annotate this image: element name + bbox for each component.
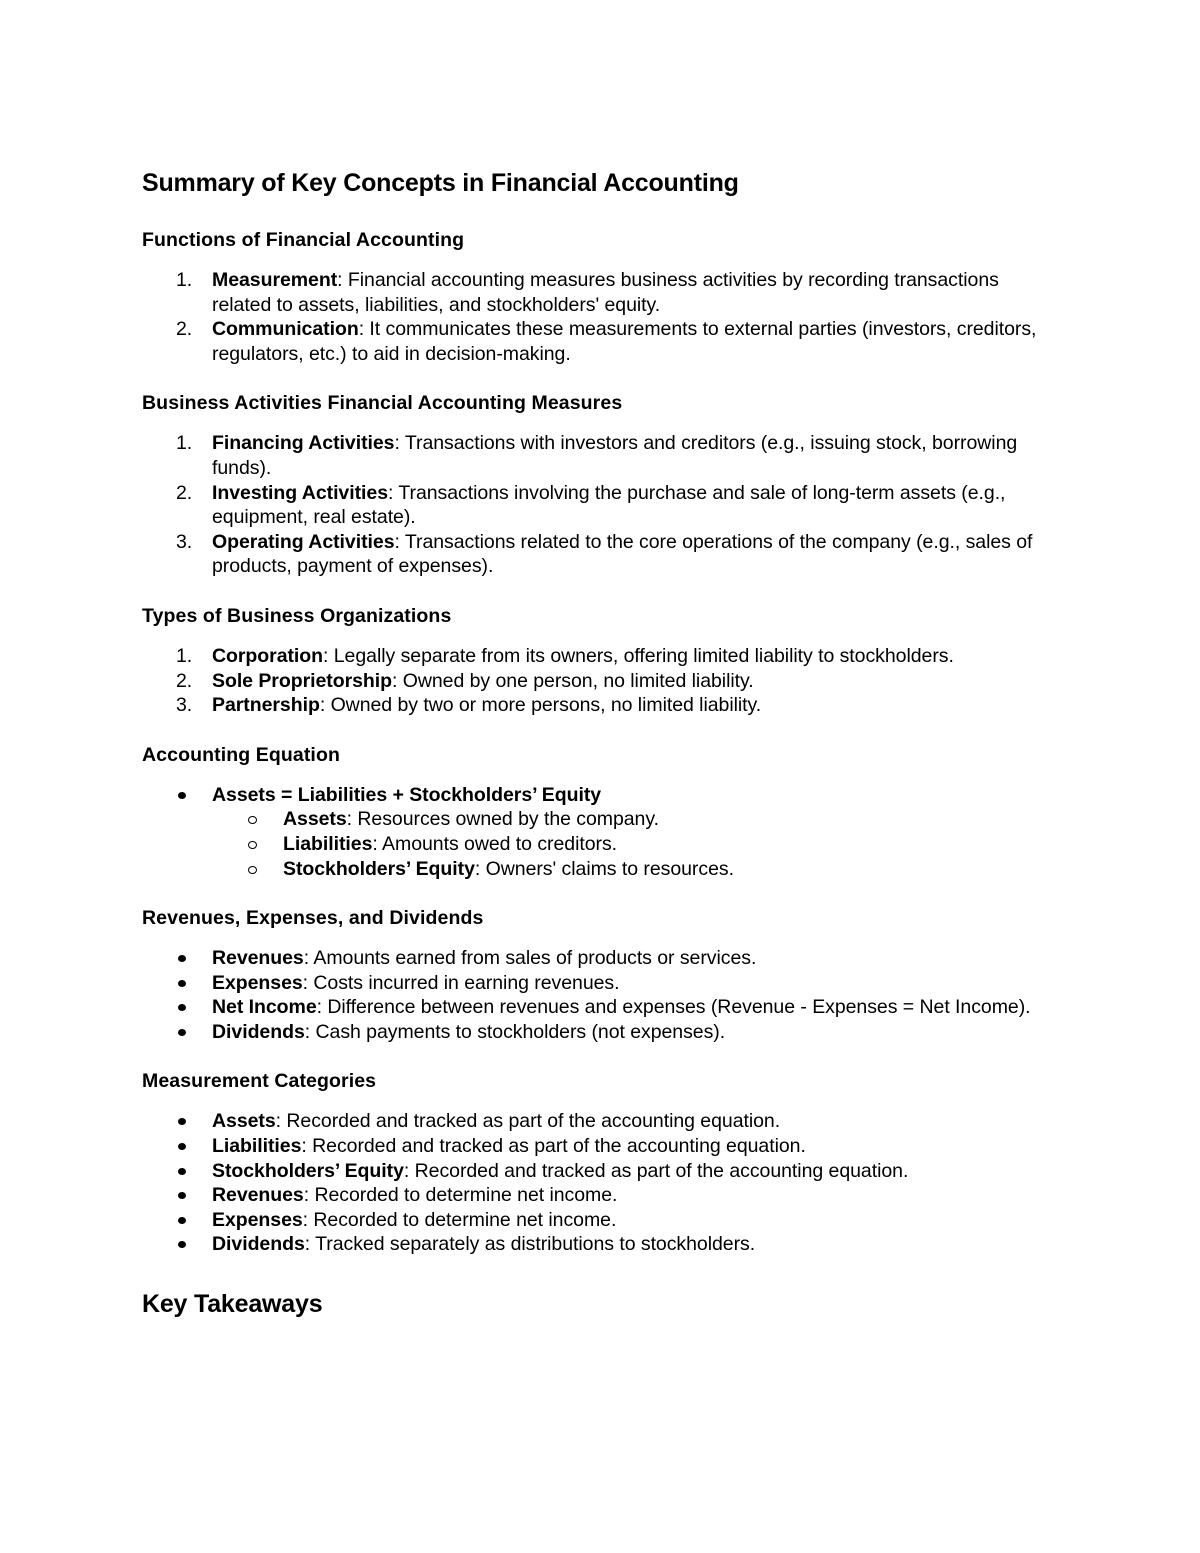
list-number: 1. bbox=[176, 432, 193, 455]
term-label: Partnership bbox=[212, 694, 320, 717]
list-item bbox=[142, 431, 1062, 480]
item-text: : Costs incurred in earning revenues. bbox=[302, 971, 620, 994]
item-text: : Recorded to determine net income. bbox=[302, 1208, 617, 1231]
bullet-icon bbox=[178, 1118, 186, 1125]
item-text: : It communicates these measurements to external parties (investors, creditors, regulators, etc.) to aid in decision-making. bbox=[212, 318, 1037, 365]
term-label: Communication bbox=[212, 318, 359, 341]
bullet-icon bbox=[178, 1241, 186, 1248]
term-label: Revenues bbox=[212, 1184, 304, 1207]
item-text: : Recorded and tracked as part of the accounting equation. bbox=[301, 1135, 806, 1158]
equation-list bbox=[142, 783, 1062, 881]
term-label: Investing Activities bbox=[212, 481, 388, 504]
item-text: : Owned by two or more persons, no limited liability. bbox=[319, 694, 762, 717]
list-item bbox=[142, 783, 1062, 881]
term-label: Assets bbox=[283, 808, 347, 831]
list-item bbox=[142, 1159, 1062, 1184]
item-text: : Amounts earned from sales of products or services. bbox=[303, 947, 757, 970]
section-heading-functions: Functions of Financial Accounting bbox=[142, 229, 465, 251]
bullet-icon bbox=[178, 1168, 186, 1175]
list-item bbox=[142, 971, 1062, 996]
term-label: Liabilities bbox=[283, 832, 373, 855]
term-label: Dividends bbox=[212, 1020, 305, 1043]
item-text: : Difference between revenues and expenses (Revenue - Expenses = Net Income). bbox=[316, 996, 1031, 1019]
hollow-bullet-icon bbox=[248, 816, 257, 824]
term-label: Financing Activities bbox=[212, 432, 395, 455]
list-item bbox=[142, 1134, 1062, 1159]
bullet-icon bbox=[178, 1192, 186, 1199]
document-page bbox=[142, 166, 1062, 1321]
bullet-icon bbox=[178, 955, 186, 962]
revenues-list bbox=[142, 946, 1062, 1044]
measurement-list bbox=[142, 1109, 1062, 1257]
list-item bbox=[142, 644, 1062, 669]
term-label: Corporation bbox=[212, 644, 324, 667]
sub-list-item bbox=[142, 857, 1062, 882]
equation-sub-list bbox=[212, 807, 1062, 881]
bullet-icon bbox=[178, 1217, 186, 1224]
list-item bbox=[142, 1109, 1062, 1134]
hollow-bullet-icon bbox=[248, 841, 257, 849]
term-label: Operating Activities bbox=[212, 530, 395, 553]
item-text: : Financial accounting measures business activities by recording transactions related to assets, liabilities, and stockholders' equity. bbox=[212, 269, 999, 316]
accounting-equation: Assets = Liabilities + Stockholders’ Equity bbox=[212, 783, 602, 806]
item-text: : Recorded and tracked as part of the accounting equation. bbox=[403, 1159, 909, 1182]
list-item bbox=[142, 1183, 1062, 1208]
sub-list-item bbox=[142, 807, 1062, 832]
item-text: : Amounts owed to creditors. bbox=[372, 832, 618, 855]
item-text: : Transactions related to the core operations of the company (e.g., sales of products, payment of expenses). bbox=[212, 530, 1033, 578]
list-number: 1. bbox=[176, 269, 193, 291]
item-text: : Legally separate from its owners, offering limited liability to stockholders. bbox=[323, 644, 954, 667]
functions-list bbox=[142, 268, 1062, 366]
term-label: Stockholders’ Equity bbox=[283, 857, 475, 880]
term-label: Sole Proprietorship bbox=[212, 669, 392, 692]
activities-list bbox=[142, 431, 1062, 579]
list-number: 2. bbox=[176, 669, 193, 692]
item-text: : Transactions with investors and creditors (e.g., issuing stock, borrowing funds). bbox=[212, 432, 1018, 479]
bullet-icon bbox=[178, 792, 186, 799]
section-heading-organizations: Types of Business Organizations bbox=[142, 604, 452, 627]
list-number: 2. bbox=[176, 318, 193, 341]
list-item bbox=[142, 1232, 1062, 1257]
list-item bbox=[142, 669, 1062, 694]
term-label: Expenses bbox=[212, 971, 303, 994]
section-heading-equation: Accounting Equation bbox=[142, 743, 340, 766]
list-item bbox=[142, 530, 1062, 579]
item-text: : Recorded to determine net income. bbox=[303, 1184, 618, 1207]
item-text: : Owners' claims to resources. bbox=[474, 857, 734, 880]
list-item bbox=[142, 481, 1062, 530]
list-item bbox=[142, 995, 1062, 1020]
list-number: 2. bbox=[176, 481, 193, 504]
section-heading-activities: Business Activities Financial Accounting Measures bbox=[142, 392, 623, 415]
list-item bbox=[142, 693, 1062, 718]
item-text: : Cash payments to stockholders (not expenses). bbox=[304, 1020, 726, 1043]
term-label: Liabilities bbox=[212, 1135, 302, 1158]
organizations-list bbox=[142, 644, 1062, 718]
list-item bbox=[142, 946, 1062, 971]
item-text: : Owned by one person, no limited liability. bbox=[392, 669, 754, 692]
list-item bbox=[142, 268, 1062, 317]
item-text: : Resources owned by the company. bbox=[346, 808, 659, 831]
term-label: Revenues bbox=[212, 947, 304, 970]
bullet-icon bbox=[178, 1143, 186, 1150]
list-item bbox=[142, 1208, 1062, 1233]
bullet-icon bbox=[178, 1029, 186, 1036]
list-item bbox=[142, 1020, 1062, 1045]
sub-list-item bbox=[142, 832, 1062, 857]
list-number: 1. bbox=[176, 644, 193, 667]
hollow-bullet-icon bbox=[248, 866, 257, 874]
term-label: Net Income bbox=[212, 996, 317, 1019]
list-number: 3. bbox=[176, 694, 193, 717]
term-label: Stockholders’ Equity bbox=[212, 1159, 404, 1182]
list-item bbox=[142, 317, 1062, 366]
bullet-icon bbox=[178, 1004, 186, 1011]
section-heading-revenues: Revenues, Expenses, and Dividends bbox=[142, 907, 484, 930]
term-label: Expenses bbox=[212, 1208, 303, 1231]
term-label: Measurement bbox=[212, 269, 338, 291]
list-number: 3. bbox=[176, 530, 193, 553]
term-label: Assets bbox=[212, 1110, 276, 1133]
document-title: Summary of Key Concepts in Financial Accounting bbox=[142, 169, 739, 197]
term-label: Dividends bbox=[212, 1233, 305, 1256]
item-text: : Tracked separately as distributions to stockholders. bbox=[304, 1233, 756, 1256]
item-text: : Transactions involving the purchase and sale of long-term assets (e.g., equipment, real estate). bbox=[212, 481, 1006, 529]
item-text: : Recorded and tracked as part of the accounting equation. bbox=[275, 1110, 781, 1133]
bullet-icon bbox=[178, 980, 186, 987]
key-takeaways-heading: Key Takeaways bbox=[142, 1290, 323, 1319]
section-heading-measurement: Measurement Categories bbox=[142, 1070, 377, 1093]
